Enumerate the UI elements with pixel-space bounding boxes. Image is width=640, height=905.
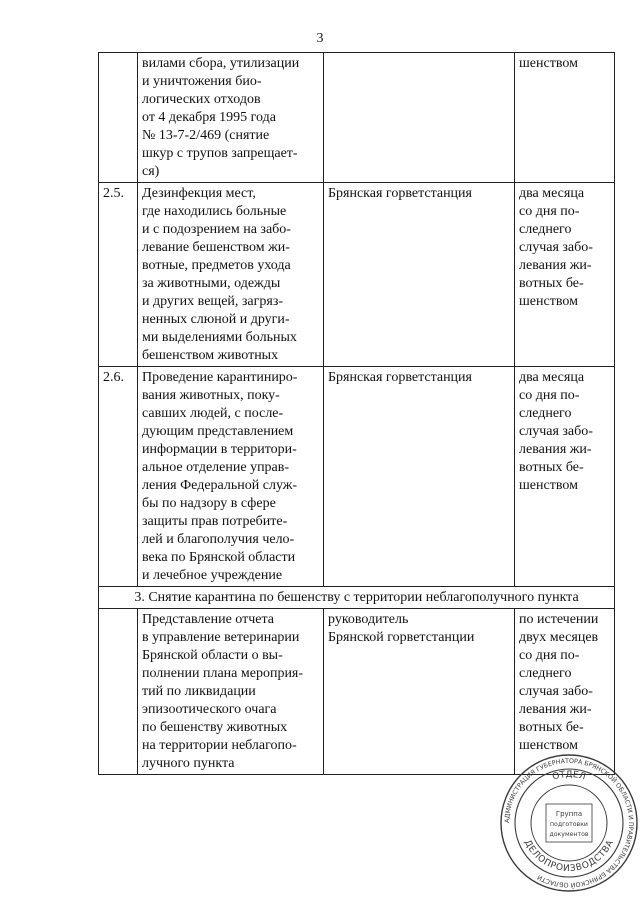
stamp-outer-text: АДМИНИСТРАЦИЯ ГУБЕРНАТОРА БРЯНСКОЙ ОБЛАСТИ И ПРАВИТЕЛЬСТВА БРЯНСКОЙ ОБЛАСТИ xyxy=(503,757,635,889)
stamp-center-line: документов xyxy=(549,831,589,838)
row-number: 2.6. xyxy=(99,367,138,587)
stamp-top-text: ОТДЕЛ xyxy=(551,769,587,783)
measures-table xyxy=(98,52,615,775)
responsible-cell: Брянская горветстанция xyxy=(324,367,515,587)
responsible-cell xyxy=(324,53,515,183)
stamp-bottom-text: ДЕЛОПРОИЗВОДСТВА xyxy=(521,838,617,875)
term-cell: два месяца со дня по- следнего случая забо- левания жи- вотных бе- шенством xyxy=(515,183,615,367)
svg-text:ОТДЕЛ xyxy=(551,770,586,783)
svg-text:ДЕЛОПРОИЗВОДСТВА xyxy=(522,838,616,874)
action-cell: Представление отчета в управление ветеринарии Брянской области о вы- полнении плана мероприя- тий по ликвидации эпизоотического очага по бешенству животных на территории неблагопо- лучного пункта xyxy=(138,609,324,775)
term-cell: по истечении двух месяцев со дня по- следнего случая забо- левания жи- вотных бе- шенством xyxy=(515,609,615,775)
row-number xyxy=(99,609,138,775)
action-cell: вилами сбора, утилизации и уничтожения био- логических отходов от 4 декабря 1995 года № 13-7-2/469 (снятие шкур с трупов запрещает- ся) xyxy=(138,53,324,183)
page-number: 3 xyxy=(316,31,324,46)
office-stamp xyxy=(498,752,640,894)
table-row xyxy=(99,367,615,587)
responsible-cell: Брянская горветстанция xyxy=(324,183,515,367)
term-cell: шенством xyxy=(515,53,615,183)
section-title: 3. Снятие карантина по бешенству с территории неблагополучного пункта xyxy=(99,587,615,609)
table-row xyxy=(99,609,615,775)
stamp-center-line: подготовки xyxy=(550,821,588,828)
action-cell: Проведение карантиниро- вания животных, поку- савших людей, с после- дующим представлением информации в территори- альное отделение управ- ления Федеральной служ- бы по надзору в сфере защиты прав потребите- лей и благополучия чело- века по Брянской области и лечебное учреждение xyxy=(138,367,324,587)
table-row xyxy=(99,183,615,367)
row-number: 2.5. xyxy=(99,183,138,367)
stamp-center-line: Группа xyxy=(555,810,583,818)
responsible-cell: руководитель Брянской горветстанции xyxy=(324,609,515,775)
row-number xyxy=(99,53,138,183)
action-cell: Дезинфекция мест, где находились больные и с подозрением на забо- левание бешенством жи- вотные, предметов ухода за животными, одежды и других вещей, загряз- ненных слюной и други- ми выделениями больных бешенством животных xyxy=(138,183,324,367)
section-heading-row xyxy=(99,587,615,609)
term-cell: два месяца со дня по- следнего случая забо- левания жи- вотных бе- шенством xyxy=(515,367,615,587)
table-row xyxy=(99,53,615,183)
